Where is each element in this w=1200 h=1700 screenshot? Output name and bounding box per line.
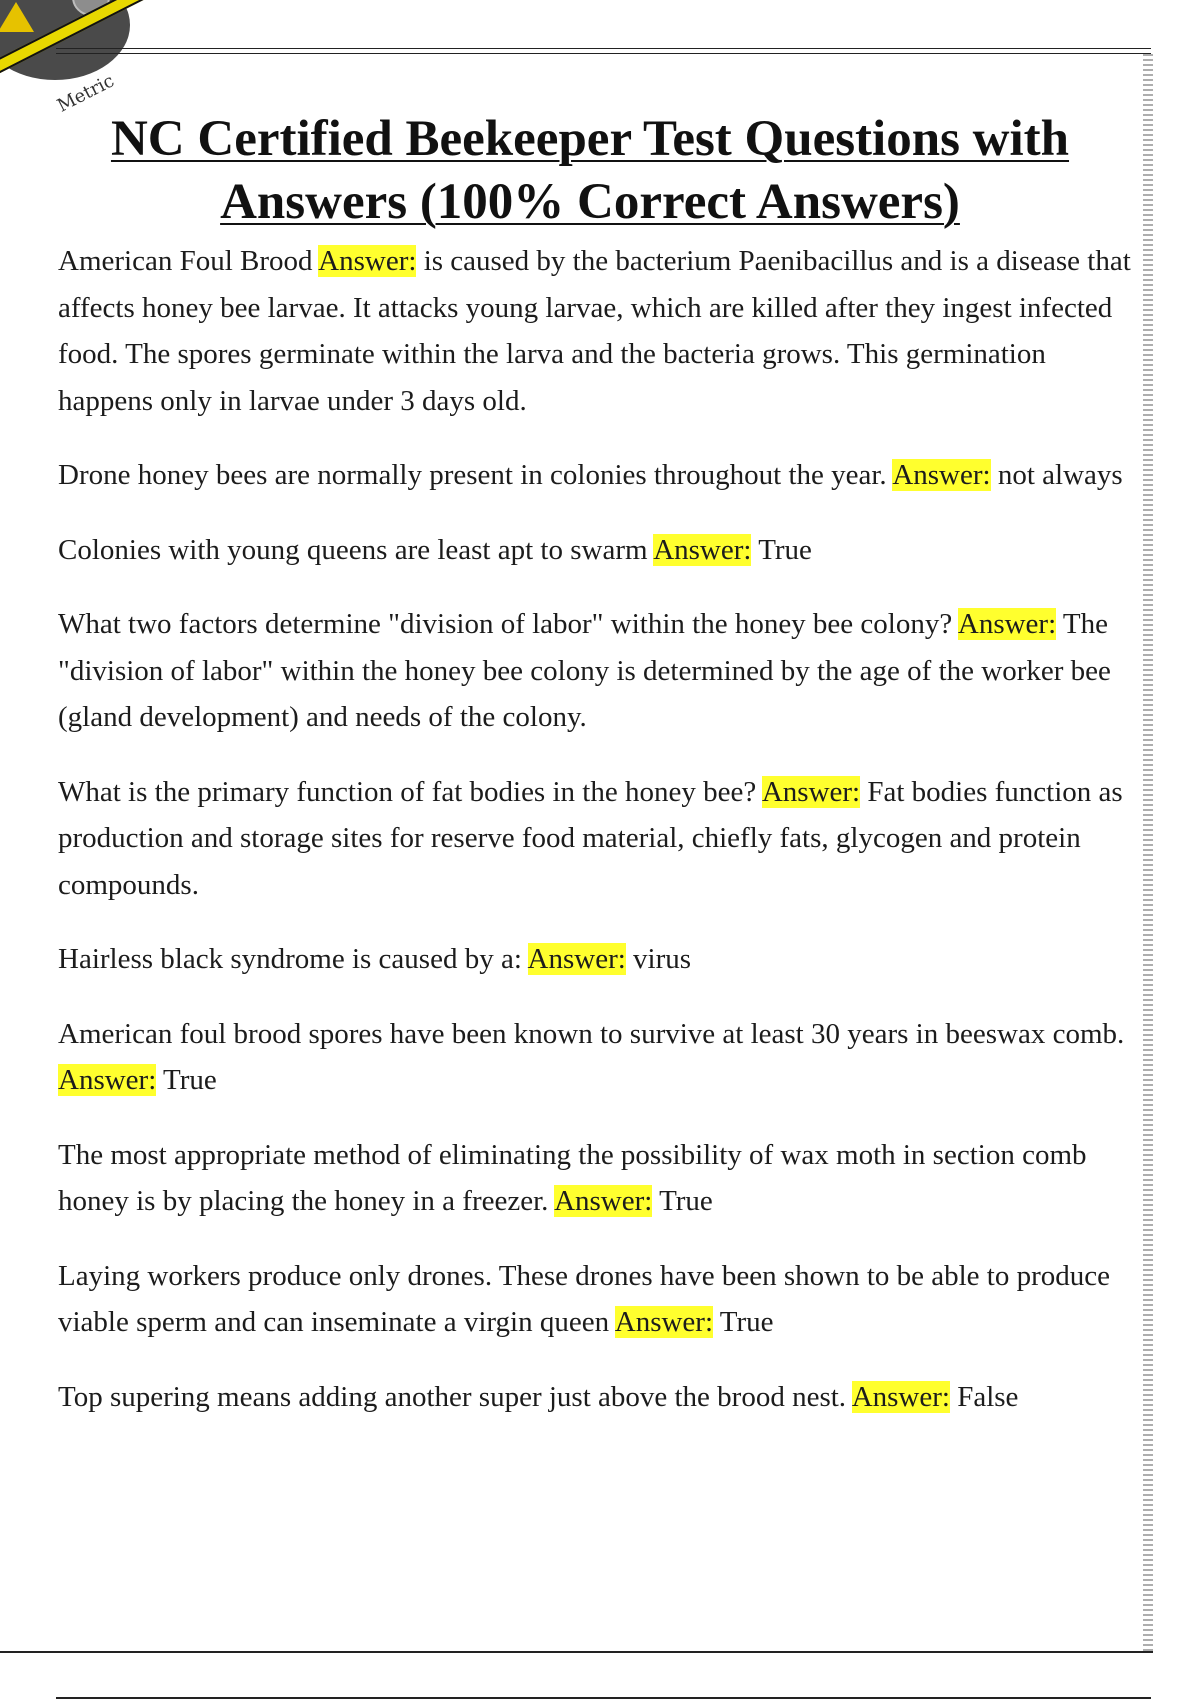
- question-text: American foul brood spores have been known to survive at least 30 years in beeswax comb.: [58, 1017, 1125, 1050]
- qa-item: [58, 1132, 1143, 1225]
- qa-item: [58, 769, 1143, 909]
- answer-label: Answer:: [527, 943, 626, 975]
- question-text: Hairless black syndrome is caused by a:: [58, 943, 522, 975]
- qa-item: [58, 601, 1143, 741]
- question-text: American Foul Brood: [58, 245, 313, 277]
- question-text: What is the primary function of fat bodies in the honey bee?: [58, 775, 757, 808]
- qa-list: [58, 238, 1143, 1448]
- page-border-bottom: [0, 1651, 1153, 1653]
- logo-triangle-icon: [0, 2, 34, 32]
- watermark-text: Metric: [54, 70, 118, 117]
- answer-label: Answer:: [851, 1380, 950, 1413]
- answer-text: True: [758, 533, 812, 566]
- answer-label: Answer:: [58, 1064, 157, 1096]
- answer-text: virus: [633, 943, 692, 975]
- answer-text: False: [957, 1380, 1019, 1413]
- page-title: NC Certified Beekeeper Test Questions with Answers (100% Correct Answers): [110, 111, 1070, 230]
- answer-label: Answer:: [614, 1306, 714, 1338]
- page-border-right: [1143, 54, 1153, 1654]
- answer-text: True: [163, 1064, 217, 1096]
- answer-label: Answer:: [892, 459, 991, 491]
- page-border-bottom-secondary: [56, 1697, 1151, 1699]
- answer-text: Fat bodies function as production and storage sites for reserve food material, chiefly fats, glycogen and protein compounds.: [58, 775, 1123, 901]
- qa-item: [58, 1011, 1143, 1104]
- answer-label: Answer:: [957, 608, 1057, 640]
- qa-item: [58, 936, 1143, 983]
- qa-item: [58, 1253, 1143, 1346]
- answer-label: Answer:: [653, 533, 752, 566]
- qa-item: [58, 238, 1143, 424]
- question-text: What two factors determine "division of labor" within the honey bee colony?: [58, 608, 953, 640]
- page-border-top: [56, 48, 1151, 54]
- answer-text: True: [719, 1306, 774, 1338]
- answer-label: Answer:: [318, 245, 417, 277]
- question-text: Top supering means adding another super just above the brood nest.: [58, 1380, 847, 1413]
- question-text: Laying workers produce only drones. These drones have been shown to be able to produce viable sperm and can inseminate a virgin queen: [58, 1259, 1111, 1338]
- answer-label: Answer:: [761, 775, 861, 808]
- question-text: The most appropriate method of eliminating the possibility of wax moth in section comb honey is by placing the honey in a freezer.: [58, 1138, 1087, 1217]
- answer-label: Answer:: [554, 1185, 653, 1217]
- answer-text: True: [659, 1185, 713, 1217]
- question-text: Colonies with young queens are least apt to swarm: [58, 533, 648, 566]
- answer-text: is caused by the bacterium Paenibacillus and is a disease that affects honey bee larvae. It attacks young larvae, which are killed after they ingest infected food. The spores germinate within the larva and the bacteria grows. This germination happens only in larvae under 3 days old.: [58, 245, 1131, 417]
- answer-text: not always: [997, 459, 1123, 491]
- question-text: Drone honey bees are normally present in colonies throughout the year.: [58, 459, 887, 491]
- qa-item: [58, 527, 1143, 574]
- answer-text: The "division of labor" within the honey bee colony is determined by the age of the worker bee (gland development) and needs of the colony.: [58, 608, 1111, 733]
- qa-item: [58, 1374, 1143, 1421]
- qa-item: [58, 452, 1143, 499]
